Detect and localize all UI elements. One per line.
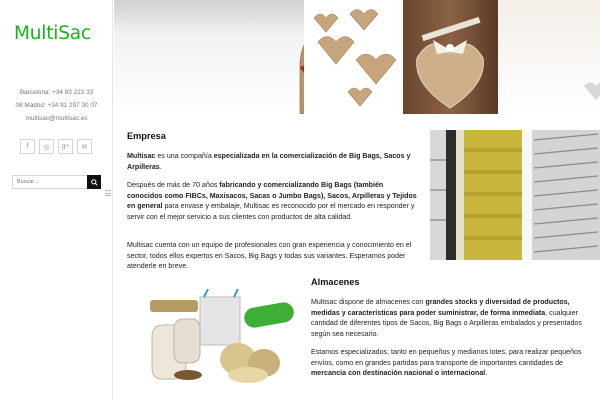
text-span: Después de más de 70 años [127,181,220,189]
warehouse-photo [430,130,600,260]
text-span: . [159,162,162,171]
text-span: . [485,369,488,378]
search-button[interactable] [87,175,101,189]
text-span: Multisac dispone de almacenes con [311,298,426,306]
search-icon [91,179,98,186]
text-span: es una compañía [155,152,214,160]
facebook-icon[interactable]: f [20,139,35,154]
empresa-heading: Empresa [127,131,166,141]
banner-image-hearts [304,0,403,114]
contact-info [0,86,113,125]
text-bold: especializada en la comercialización de Big Bags, Sacos y Arpilleras [127,152,411,171]
almacenes-paragraph-1 [311,297,592,339]
text-span: , cualquier cantidad de diferentes tipos de Sacos, Big Bags o Arpilleras embalados y presentados según sea necesario. [311,308,582,338]
menu-toggle-icon[interactable] [105,190,111,198]
email-icon[interactable]: ✉ [77,139,92,154]
empresa-paragraph-2 [127,180,417,222]
phone-madrid[interactable]: 08 Madrid: +34 91 297 00 07 [15,102,98,109]
empresa-paragraph-1 [127,151,417,172]
banner-image-photo [498,0,600,114]
text-span: para envase y embalaje, Multisac es reconocido por el mercado en responder y servir con el mejor servicio a sus clientes con productos de alta calidad. [127,202,415,221]
banner-image-heart-bow [403,0,498,114]
banner-image-sacks [114,0,304,114]
phone-barcelona[interactable]: Barcelona: +34 93 223 33 [19,89,94,96]
google-plus-icon[interactable]: g+ [58,139,73,154]
almacenes-heading: Almacenes [311,277,360,287]
empresa-paragraph-3: Multisac cuenta con un equipo de profesionales con gran experiencia y conocimiento en el sector, todos ellos expertos en Sacos, Big Bags y todas sus variantes. Esperamos poder atenderle en breve. [127,241,412,271]
social-links [20,139,92,154]
sidebar [0,0,113,400]
search-form [12,175,101,189]
text-bold: mercancía con destinación nacional o internacional [311,369,486,378]
text-span: Estamos especializados, tanto en pequeños y medianos lotes, para realizar pequeños envíos, como en grandes partidas para transporte de importantes cantidades de [311,348,582,367]
text-bold: fabricando y comercializando Big Bags (también conocidos como FIBCs, Maxisacos, Sacas o Jumbo Bags), Sacos, Arpilleras y Tejidos en general [127,181,417,211]
search-input[interactable] [12,175,87,189]
products-photo [144,289,296,385]
almacenes-paragraph-2 [311,347,592,379]
text-bold: grandes stocks y diversidad de productos, medidas y características para poder suministrar, de forma inmediata [311,298,570,317]
contact-email[interactable]: multisac@multisac.es [25,115,88,122]
brand-mention: Multisac [127,152,156,160]
instagram-icon[interactable]: ◎ [39,139,54,154]
header-banner [114,0,600,114]
logo[interactable]: MultiSac [14,23,91,44]
